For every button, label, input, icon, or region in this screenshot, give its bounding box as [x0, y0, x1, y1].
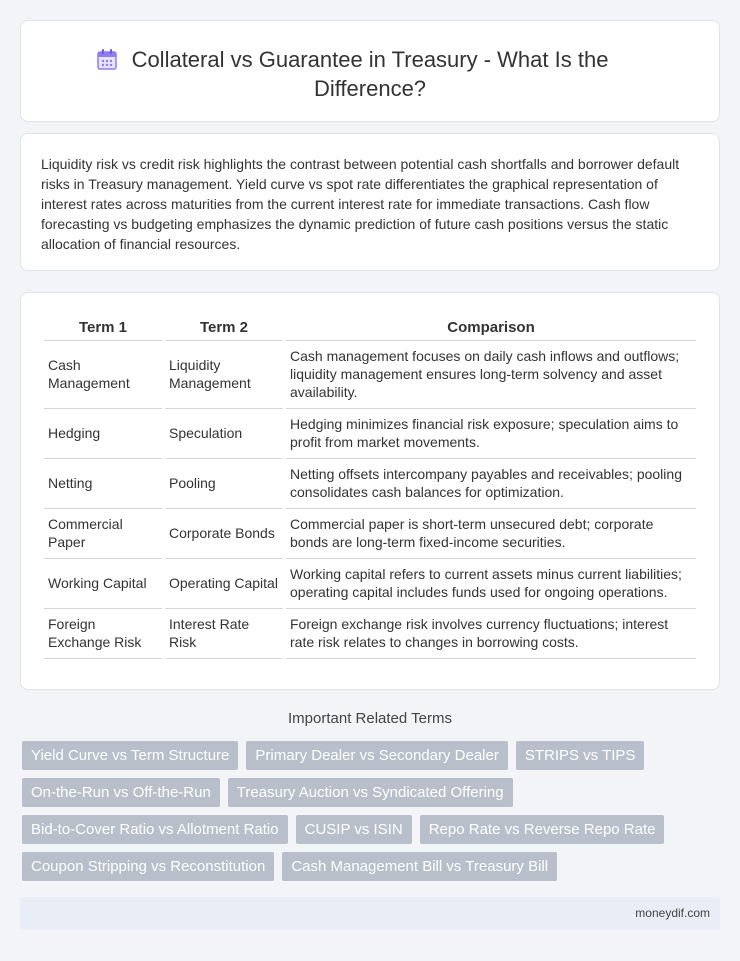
related-term-link[interactable]: Primary Dealer vs Secondary Dealer [246, 741, 507, 770]
related-term-link[interactable]: CUSIP vs ISIN [296, 815, 412, 844]
comparison-cell: Working capital refers to current assets minus current liabilities; operating capital includes funds used for ongoing operations. [286, 559, 696, 609]
related-term-link[interactable]: Bid-to-Cover Ratio vs Allotment Ratio [22, 815, 288, 844]
term1-cell: Foreign Exchange Risk [44, 609, 162, 659]
term2-cell: Liquidity Management [165, 341, 283, 409]
page-title: Collateral vs Guarantee in Treasury - What Is the Difference? [131, 47, 609, 101]
table-row [44, 609, 696, 659]
intro-paragraph: Liquidity risk vs credit risk highlights the contrast between potential cash shortfalls and borrower default risks in Treasury management. Yield curve vs spot rate differentiates the graphical representation of interest rates across maturities from the current interest rate for immediate transactions. Cash flow forecasting vs budgeting emphasizes the dynamic prediction of future cash positions versus the static allocation of financial resources. [41, 156, 680, 252]
intro-card [20, 133, 720, 271]
term2-cell: Operating Capital [165, 559, 283, 609]
term1-cell: Working Capital [44, 559, 162, 609]
table-row [44, 559, 696, 609]
related-terms-list [22, 741, 712, 881]
table-row [44, 341, 696, 409]
term2-cell: Corporate Bonds [165, 509, 283, 559]
term1-cell: Netting [44, 459, 162, 509]
table-row [44, 509, 696, 559]
related-term-link[interactable]: Cash Management Bill vs Treasury Bill [282, 852, 557, 881]
column-header-comparison: Comparison [286, 317, 696, 341]
comparison-cell: Netting offsets intercompany payables and receivables; pooling consolidates cash balances for optimization. [286, 459, 696, 509]
table-row [44, 409, 696, 459]
term2-cell: Speculation [165, 409, 283, 459]
term1-cell: Commercial Paper [44, 509, 162, 559]
comparison-cell: Hedging minimizes financial risk exposure; speculation aims to profit from market movements. [286, 409, 696, 459]
term2-cell: Pooling [165, 459, 283, 509]
footer-site-link[interactable]: moneydif.com [635, 906, 710, 920]
comparison-table [41, 317, 699, 659]
related-term-link[interactable]: Yield Curve vs Term Structure [22, 741, 238, 770]
term2-cell: Interest Rate Risk [165, 609, 283, 659]
comparison-cell: Commercial paper is short-term unsecured debt; corporate bonds are long-term fixed-income securities. [286, 509, 696, 559]
related-term-link[interactable]: On-the-Run vs Off-the-Run [22, 778, 220, 807]
related-term-link[interactable]: STRIPS vs TIPS [516, 741, 645, 770]
table-header-row [44, 317, 696, 341]
column-header-term1: Term 1 [44, 317, 162, 341]
comparison-cell: Cash management focuses on daily cash inflows and outflows; liquidity management ensures long-term solvency and asset availability. [286, 341, 696, 409]
related-term-link[interactable]: Treasury Auction vs Syndicated Offering [228, 778, 513, 807]
related-term-link[interactable]: Repo Rate vs Reverse Repo Rate [420, 815, 665, 844]
related-terms-heading: Important Related Terms [288, 710, 452, 727]
table-row [44, 459, 696, 509]
related-term-link[interactable]: Coupon Stripping vs Reconstitution [22, 852, 274, 881]
term1-cell: Hedging [44, 409, 162, 459]
column-header-term2: Term 2 [165, 317, 283, 341]
term1-cell: Cash Management [44, 341, 162, 409]
comparison-table-card [20, 292, 720, 690]
comparison-cell: Foreign exchange risk involves currency fluctuations; interest rate risk relates to changes in borrowing costs. [286, 609, 696, 659]
header-card [20, 20, 720, 122]
footer [20, 897, 720, 930]
